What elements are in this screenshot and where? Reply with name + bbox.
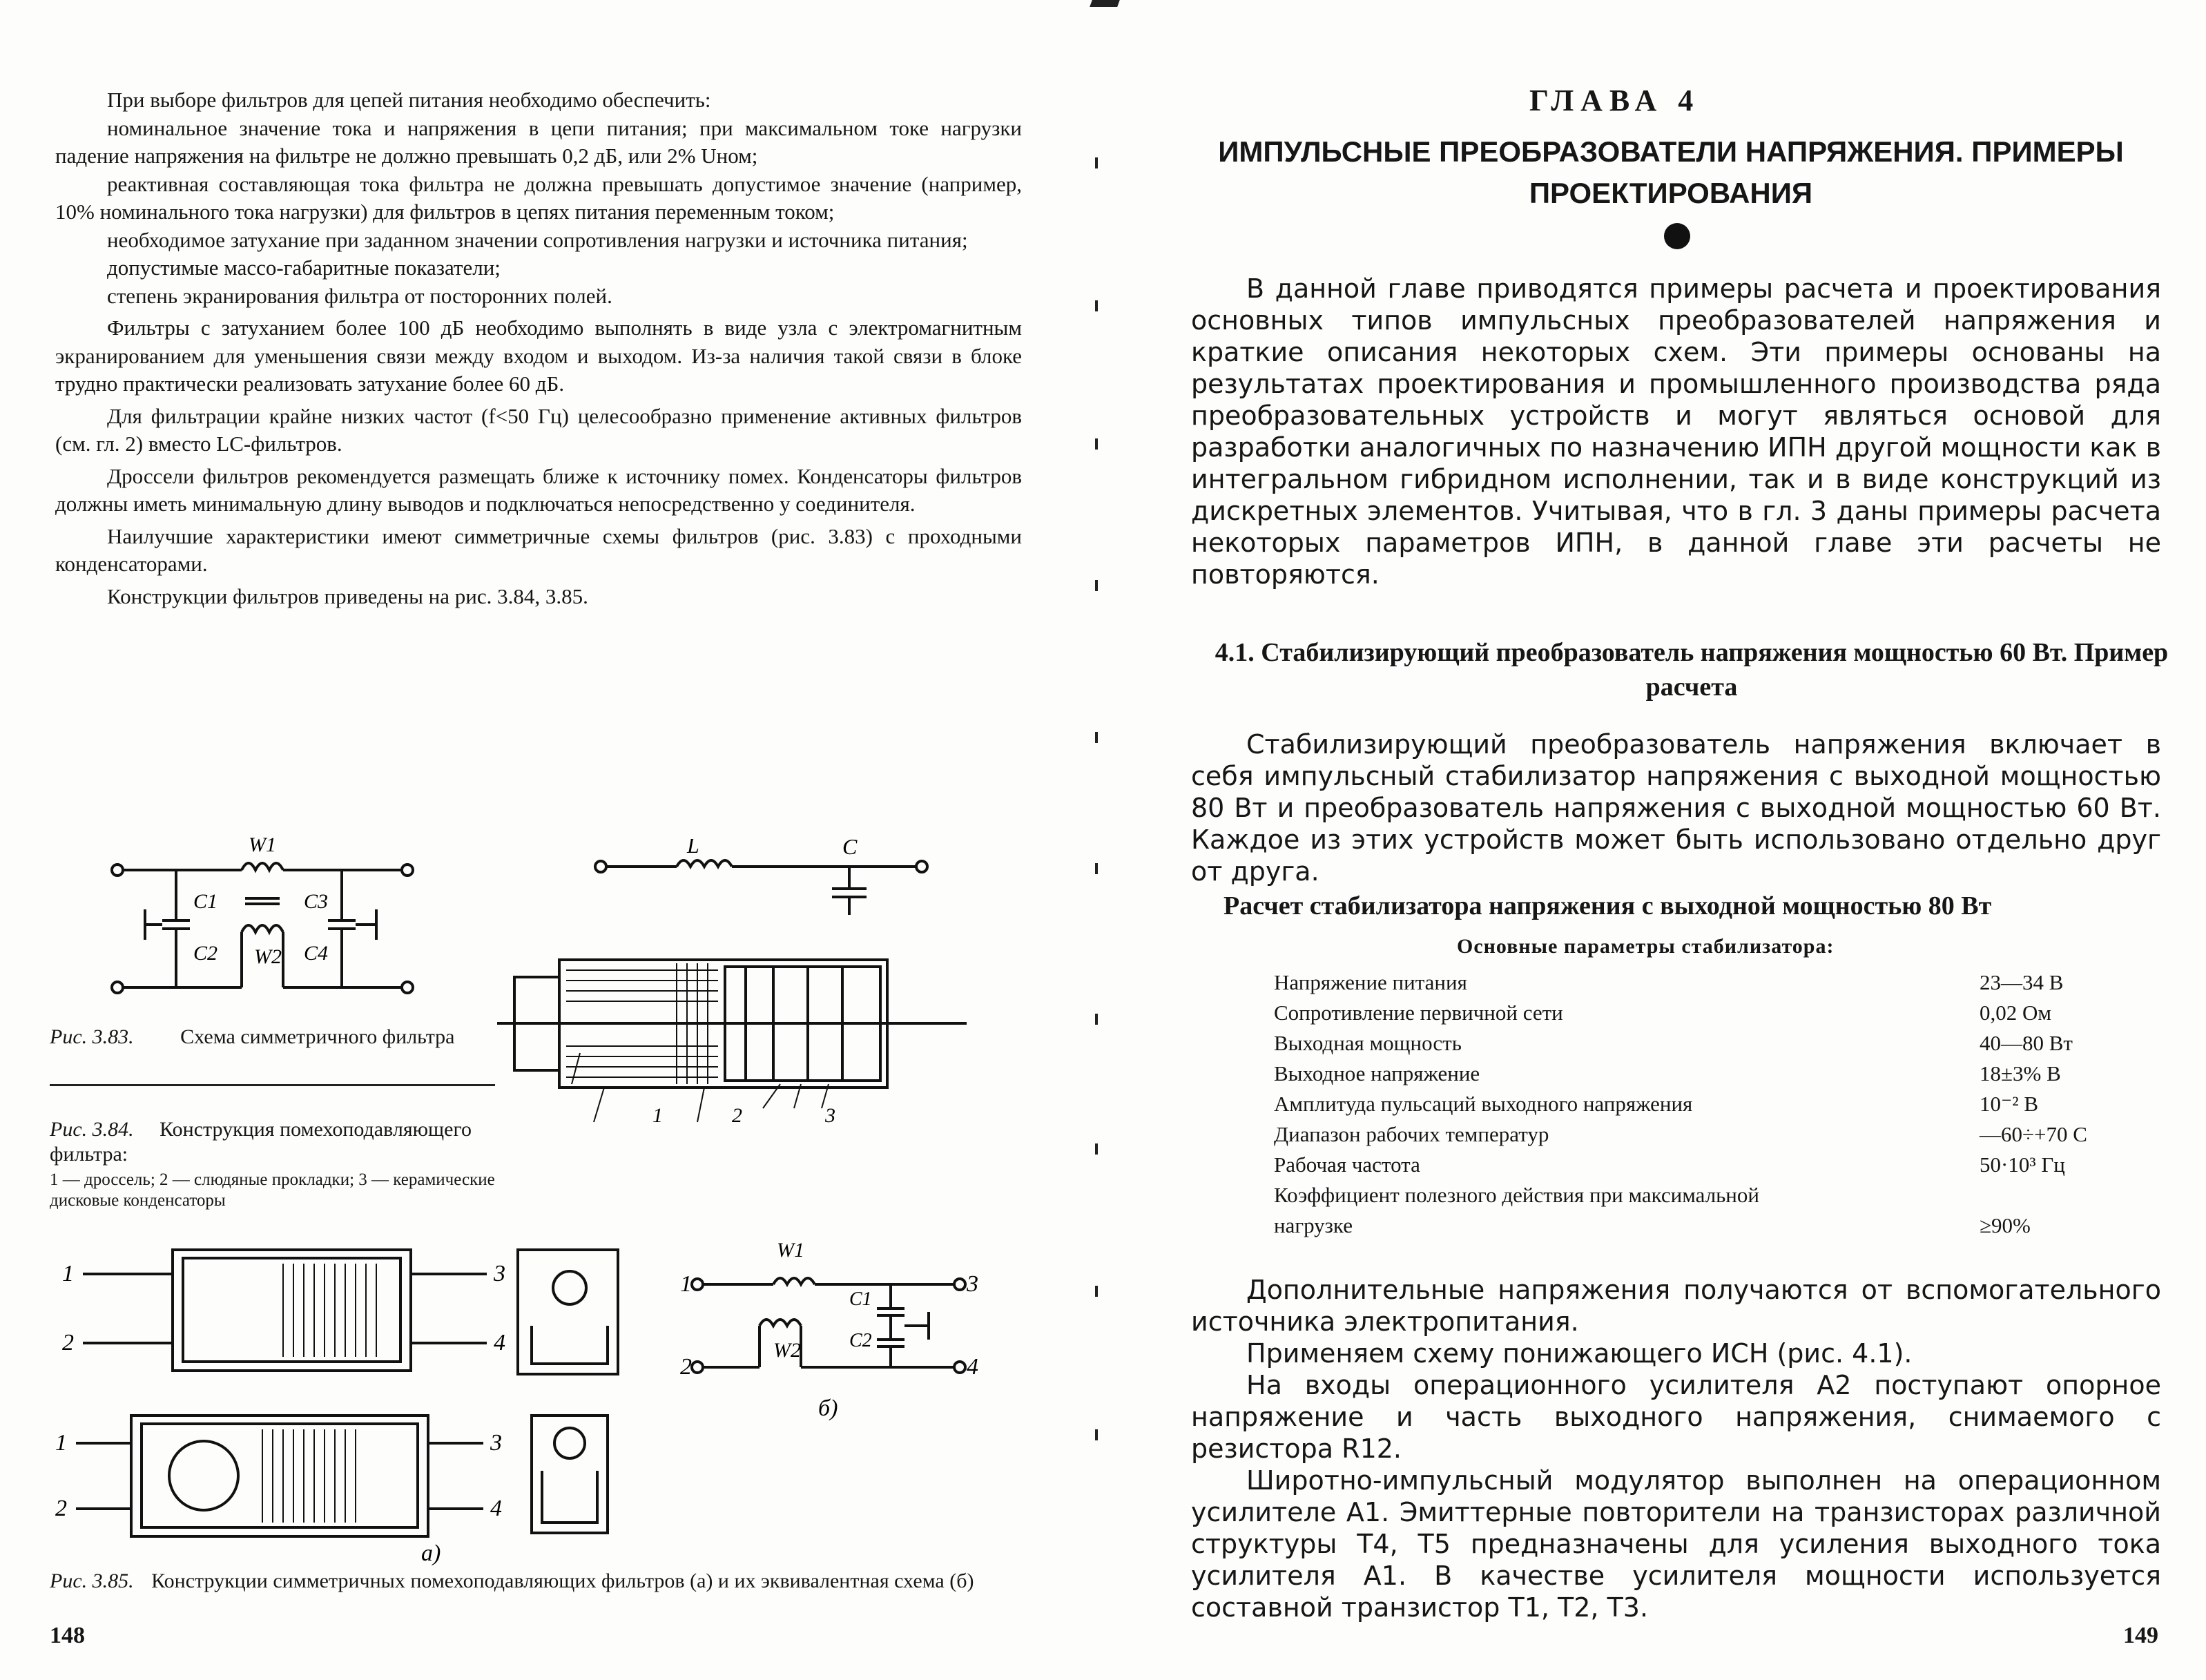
param-name: Выходная мощность — [1274, 1031, 1462, 1055]
caption-divider — [50, 1084, 495, 1086]
param-value: 50·10³ Гц — [1980, 1152, 2065, 1177]
fig384-drawing — [497, 839, 1001, 1129]
paragraph: Дроссели фильтров рекомендуется размещать ближе к источнику помех. Конденсаторы фильтров должны иметь минимальную длину выводов и подключаться непосредственно у соединителя. — [55, 463, 1022, 516]
gutter-mark — [1095, 732, 1098, 743]
param-value: ≥90% — [1980, 1213, 2031, 1237]
lead-4: 4 — [494, 1330, 505, 1355]
sublabel-a: а) — [421, 1541, 441, 1566]
param-row — [1274, 1061, 2171, 1092]
lead-1: 1 — [62, 1261, 74, 1286]
w1-label: W1 — [249, 833, 276, 856]
lead-3b: 3 — [490, 1430, 502, 1456]
param-value: 18±3% В — [1980, 1061, 2061, 1085]
lead-3: 3 — [494, 1261, 505, 1286]
param-name: Амплитуда пульсаций выходного напряжения — [1274, 1092, 1693, 1116]
fig383-schematic — [104, 832, 490, 1005]
paragraph: В данной главе приводятся примеры расчета и проектирования основных типов импульсных преобразователей напряжения и краткие описания некоторых схем. Эти примеры основаны на результатах проектирования и промышленного производства ряда преобразовательных устройств и могут являться основой для разработки аналогичных по назначению ИПН другой мощности как в интегральном гибридном исполнении, так и в виде конструкций из дискретных элементов. Учитывая, что в гл. 3 даны примеры расчета некоторых параметров ИПН, в данной главе эти расчеты не повторяются. — [1191, 273, 2161, 590]
gutter-mark — [1095, 1014, 1098, 1025]
fig385-caption — [50, 1569, 996, 1594]
param-row — [1274, 1183, 2171, 1244]
list-item: номинальное значение тока и напряжения в цепи питания; при максимальном токе нагрузки падение напряжения на фильтре не должно превышать 0,2 дБ, или 2% Uном; — [55, 115, 1022, 168]
intro-line: При выборе фильтров для цепей питания необходимо обеспечить: — [107, 88, 711, 112]
params-heading: Основные параметры стабилизатора: — [1457, 935, 1835, 958]
gutter-mark — [1095, 1286, 1098, 1297]
fig384-caption — [50, 1117, 499, 1211]
param-value: —60÷+70 С — [1980, 1122, 2087, 1146]
paragraph: Наилучшие характеристики имеют симметричные схемы фильтров (рис. 3.83) с проходными конденсаторами. — [55, 523, 1022, 576]
list-item: степень экранирования фильтра от посторонних полей. — [107, 283, 612, 308]
gutter-mark — [1095, 300, 1098, 311]
fig383-caption — [50, 1025, 499, 1050]
bullet-ornament — [1664, 223, 1690, 249]
param-name: Выходное напряжение — [1274, 1061, 1480, 1085]
gutter-mark — [1095, 157, 1098, 168]
paragraph: Широтно-импульсный модулятор выполнен на операционном усилителе A1. Эмиттерные повторители на транзисторах различной структуры T4, T5 предназначены для усиления выходного тока усилителя A1. В качестве усилителя мощности используется составной транзистор T1, T2, T3. — [1191, 1465, 2161, 1623]
paragraph: Стабилизирующий преобразователь напряжения включает в себя импульсный стабилизатор напряжения с выходной мощностью 80 Вт и преобразователь напряжения с выходной мощностью 60 Вт. Каждое из этих устройств может быть использовано отдельно друг от друга. — [1191, 729, 2161, 887]
fig385-drawing — [55, 1236, 1022, 1567]
param-name: Рабочая частота — [1274, 1152, 1420, 1177]
list-item: реактивная составляющая тока фильтра не должна превышать допустимое значение (например, 10% номинального тока нагрузки) для фильтров в цепях питания переменным током; — [55, 171, 1022, 224]
c3-label: C3 — [304, 890, 329, 913]
param-name: Коэффициент полезного действия при максимальной — [1274, 1183, 1759, 1207]
paragraph: Для фильтрации крайне низких частот (f<50 Гц) целесообразно применение активных фильтров (см. гл. 2) вместо LC-фильтров. — [55, 403, 1022, 456]
gutter-mark — [1095, 1429, 1098, 1440]
param-row — [1274, 970, 2171, 1001]
c4-label: C4 — [304, 942, 329, 965]
chapter-title: ИМПУЛЬСНЫЕ ПРЕОБРАЗОВАТЕЛИ НАПРЯЖЕНИЯ. ПРИМЕРЫ ПРОЕКТИРОВАНИЯ — [1218, 135, 2124, 209]
sublabel-b: б) — [818, 1396, 838, 1421]
node-3: 3 — [967, 1271, 978, 1297]
gutter-mark — [1095, 863, 1098, 874]
callout-1: 1 — [652, 1104, 663, 1127]
param-name-cont: нагрузке — [1274, 1213, 1353, 1237]
callout-2: 2 — [732, 1104, 742, 1127]
section-intro — [1191, 728, 2161, 887]
param-value: 40—80 Вт — [1980, 1031, 2073, 1055]
paragraph: На входы операционного усилителя A2 поступают опорное напряжение и часть выходного напряжения, снимаемого с резистора R12. — [1191, 1370, 2161, 1464]
param-row — [1274, 1031, 2171, 1061]
caption-text: Конструкция помехоподавляющего фильтра: — [50, 1118, 472, 1166]
param-value: 23—34 В — [1980, 970, 2064, 994]
node-2: 2 — [680, 1354, 692, 1380]
param-name: Диапазон рабочих температур — [1274, 1122, 1549, 1146]
gutter-mark — [1095, 1143, 1098, 1155]
w1-label: W1 — [777, 1239, 804, 1262]
param-value: 0,02 Ом — [1980, 1001, 2052, 1025]
caption-legend: 1 — дроссель; 2 — слюдяные прокладки; 3 — керамические дисковые конденсаторы — [50, 1170, 495, 1210]
left-body-text — [55, 86, 1022, 610]
node-4: 4 — [967, 1354, 978, 1380]
list-item: необходимое затухание при заданном значении сопротивления нагрузки и источника питания; — [107, 227, 968, 252]
lead-2: 2 — [62, 1330, 74, 1355]
caption-text: Схема симметричного фильтра — [180, 1025, 455, 1048]
caption-number: Рис. 3.84. — [50, 1118, 134, 1141]
caption-text: Конструкции симметричных помехоподавляющих фильтров (а) и их эквивалентная схема (б) — [151, 1570, 974, 1592]
params-table — [1274, 970, 2171, 1244]
node-1: 1 — [680, 1271, 692, 1297]
param-row — [1274, 1152, 2171, 1183]
list-item: допустимые массо-габаритные показатели; — [107, 255, 501, 280]
paragraph: Применяем схему понижающего ИСН (рис. 4.1). — [1246, 1338, 1913, 1369]
caption-number: Рис. 3.83. — [50, 1025, 134, 1048]
w2-label: W2 — [773, 1339, 801, 1362]
param-row — [1274, 1092, 2171, 1122]
w2-label: W2 — [254, 945, 282, 968]
page-number-right: 149 — [2123, 1623, 2158, 1648]
gutter-mark — [1095, 438, 1098, 450]
c1-label: C1 — [193, 890, 218, 913]
param-name: Напряжение питания — [1274, 970, 1467, 994]
page-number-left: 148 — [50, 1623, 85, 1648]
lead-2b: 2 — [55, 1496, 67, 1521]
left-page — [0, 0, 1077, 1680]
binding-mark — [1090, 0, 1120, 7]
param-row — [1274, 1122, 2171, 1152]
c2-label: C2 — [193, 942, 218, 965]
paragraph: Конструкции фильтров приведены на рис. 3.84, 3.85. — [107, 583, 588, 608]
subsection-title: Расчет стабилизатора напряжения с выходной мощностью 80 Вт — [1223, 891, 1992, 920]
param-value: 10⁻² В — [1980, 1092, 2039, 1116]
chapter-heading: ГЛАВА 4 — [1529, 84, 1701, 117]
calc-text — [1191, 1274, 2161, 1623]
lead-1b: 1 — [55, 1430, 67, 1456]
paragraph: Фильтры с затуханием более 100 дБ необходимо выполнять в виде узла с электромагнитным экранированием для уменьшения связи между входом и выходом. Из-за наличия такой связи в блоке трудно практически реализовать затухание более 60 дБ. — [55, 316, 1022, 396]
c2-label: C2 — [849, 1330, 872, 1351]
chapter-intro — [1191, 273, 2161, 590]
gutter-mark — [1095, 580, 1098, 591]
param-row — [1274, 1001, 2171, 1031]
caption-number: Рис. 3.85. — [50, 1570, 134, 1592]
section-title: 4.1. Стабилизирующий преобразователь напряжения мощностью 60 Вт. Пример расчета — [1215, 638, 2169, 702]
lead-4b: 4 — [490, 1496, 502, 1521]
c-label: C — [842, 839, 858, 859]
paragraph: Дополнительные напряжения получаются от вспомогательного источника электропитания. — [1191, 1275, 2161, 1337]
c1-label: C1 — [849, 1288, 872, 1310]
l-label: L — [687, 839, 699, 858]
callout-3: 3 — [825, 1104, 835, 1127]
param-name: Сопротивление первичной сети — [1274, 1001, 1563, 1025]
